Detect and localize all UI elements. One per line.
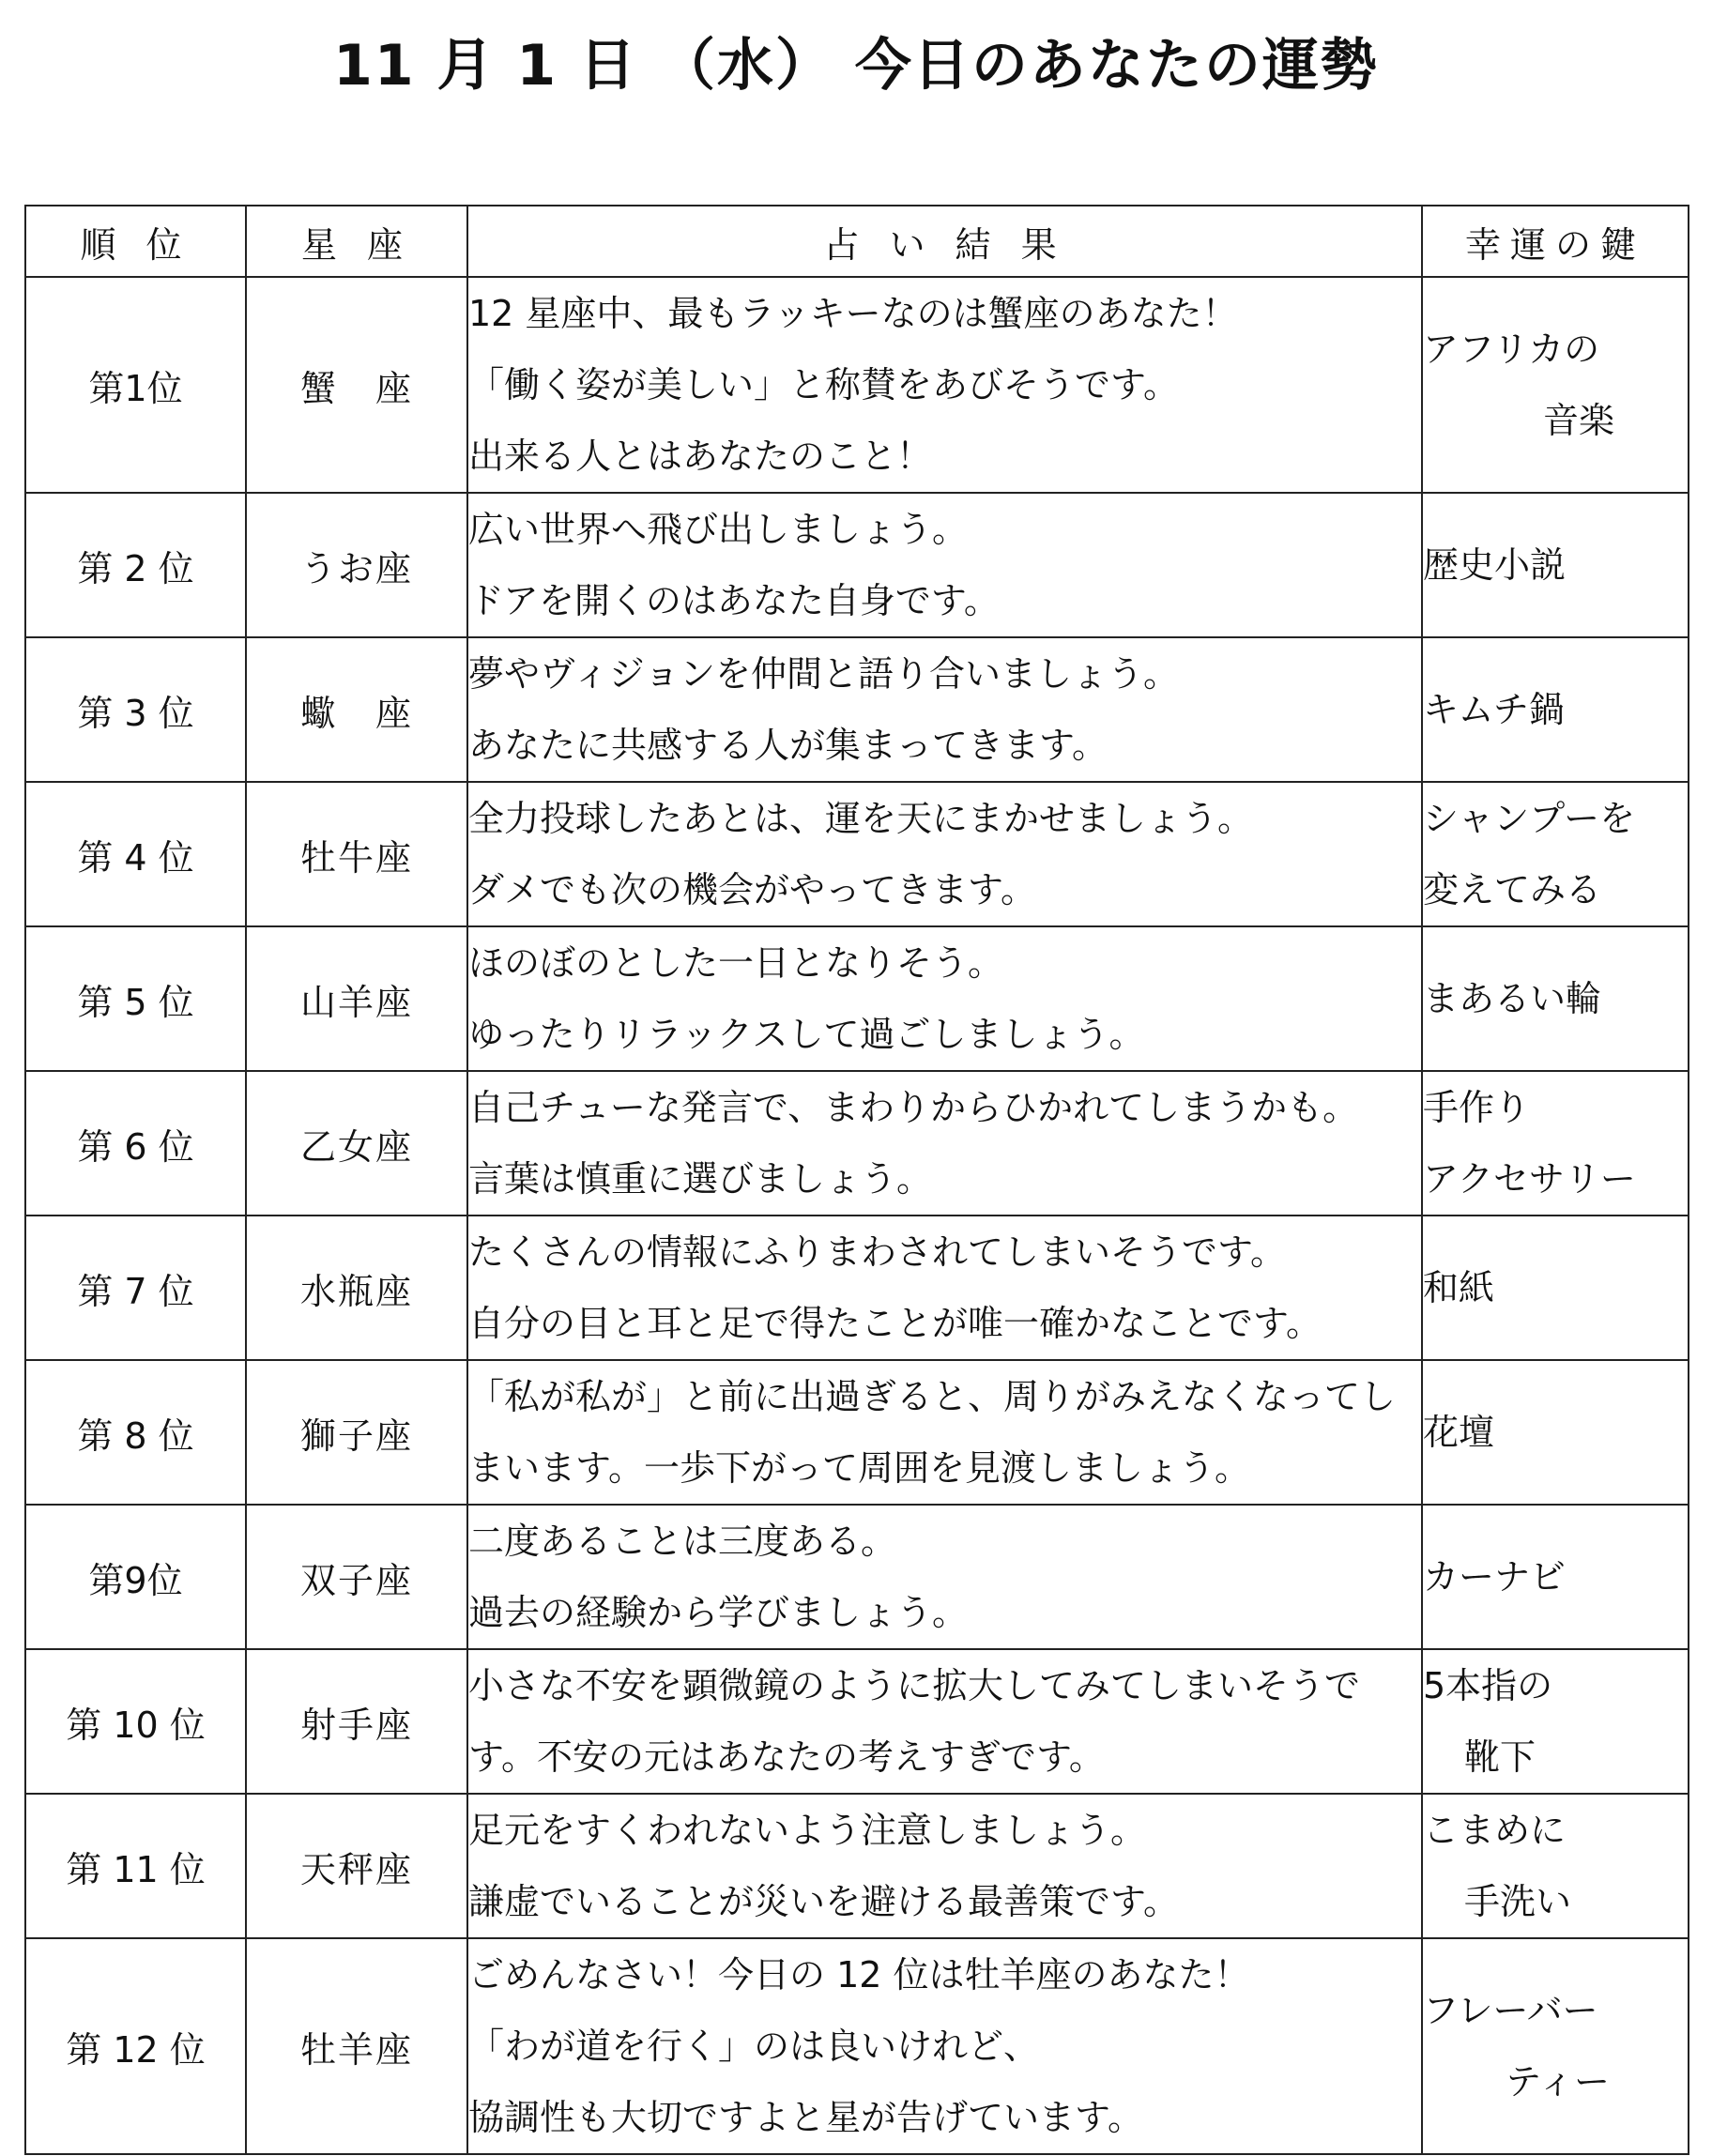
result-line: 広い世界へ飛び出しましょう。 [468,509,969,550]
luck-line: 歴史小説 [1423,544,1567,586]
sign-cell: 牡牛座 [246,782,467,926]
result-line: 小さな不安を顕微鏡のように拡大してみてしまいそうで [468,1665,1361,1706]
table-row [25,1649,1689,1794]
luck-line: 和紙 [1423,1267,1495,1308]
sign-cell: 山羊座 [246,926,467,1071]
table-row [25,1216,1689,1360]
result-cell [467,1360,1422,1505]
result-line: 謙虚でいることが災いを避ける最善策です。 [468,1881,1179,1922]
luck-line: 音楽 [1543,400,1615,441]
rank-cell: 第 7 位 [25,1216,246,1360]
result-line: 言葉は慎重に選びましょう。 [468,1158,933,1200]
luck-line: カーナビ [1423,1556,1567,1598]
result-line: 「働く姿が美しい」と称賛をあびそうです。 [468,364,1179,405]
luck-line: まあるい輪 [1423,978,1602,1019]
result-cell [467,926,1422,1071]
result-line: 自分の目と耳と足で得たことが唯一確かなことです。 [468,1303,1322,1344]
result-line: す。不安の元はあなたの考えすぎです。 [468,1736,1105,1778]
luck-line: キムチ鍋 [1423,689,1565,730]
luck-cell [1422,926,1689,1071]
luck-line: ティー [1506,2061,1610,2102]
result-line: 「私が私が」と前に出過ぎると、周りがみえなくなってし [468,1376,1397,1417]
table-row [25,493,1689,637]
sign-cell: 牡羊座 [246,1938,467,2154]
table-row [25,637,1689,782]
result-line: 12 星座中、最もラッキーなのは蟹座のあなた！ [468,293,1238,334]
sign-cell: 天秤座 [246,1794,467,1938]
luck-cell [1422,1360,1689,1505]
result-line: ごめんなさい！今日の 12 位は牡羊座のあなた！ [468,1954,1250,1995]
luck-cell [1422,277,1689,493]
luck-line: 5本指の [1423,1665,1553,1706]
header-luck: 幸運の鍵 [1422,206,1689,277]
rank-cell: 第 4 位 [25,782,246,926]
fortune-table [24,205,1689,2155]
rank-cell: 第 6 位 [25,1071,246,1216]
luck-line: アフリカの [1423,329,1600,370]
rank-cell: 第 10 位 [25,1649,246,1794]
result-line: 協調性も大切ですよと星が告げています。 [468,2097,1143,2138]
luck-cell [1422,1071,1689,1216]
result-cell [467,1505,1422,1649]
sign-cell: 水瓶座 [246,1216,467,1360]
luck-cell [1422,1938,1689,2154]
result-cell [467,1216,1422,1360]
result-line: ほのぼのとした一日となりそう。 [468,942,1004,984]
result-line: 過去の経験から学びましょう。 [468,1592,969,1633]
luck-line: 靴下 [1464,1736,1536,1778]
luck-cell [1422,1649,1689,1794]
result-line: 出来る人とはあなたのこと！ [468,436,933,477]
rank-cell: 第 5 位 [25,926,246,1071]
sign-cell: 蠍 座 [246,637,467,782]
result-line: 自己チューな発言で、まわりからひかれてしまうかも。 [468,1087,1359,1128]
result-line: ダメでも次の機会がやってきます。 [468,869,1036,910]
table-row [25,1938,1689,2154]
luck-line: フレーバー [1423,1990,1598,2031]
result-cell [467,1794,1422,1938]
table-row [25,926,1689,1071]
sign-cell: うお座 [246,493,467,637]
result-line: 二度あることは三度ある。 [468,1521,897,1562]
luck-line: 変えてみる [1423,869,1602,910]
luck-cell [1422,1794,1689,1938]
sign-cell: 射手座 [246,1649,467,1794]
rank-cell: 第1位 [25,277,246,493]
result-line: ゆったりリラックスして過ごしましょう。 [468,1014,1145,1055]
table-row [25,1505,1689,1649]
rank-cell: 第9位 [25,1505,246,1649]
result-line: 夢やヴィジョンを仲間と語り合いましょう。 [468,653,1179,695]
rank-cell: 第 3 位 [25,637,246,782]
luck-line: こまめに [1423,1810,1567,1851]
luck-line: シャンプーを [1423,798,1636,839]
result-cell [467,1649,1422,1794]
luck-cell [1422,637,1689,782]
luck-line: 手作り [1423,1087,1531,1128]
table-row [25,1794,1689,1938]
result-line: たくさんの情報にふりまわされてしまいそうです。 [468,1231,1286,1273]
header-row [25,206,1689,277]
page-title: 11 月 1 日 （水） 今日のあなたの運勢 [333,33,1379,99]
rank-cell: 第 12 位 [25,1938,246,2154]
sign-cell: 乙女座 [246,1071,467,1216]
result-cell [467,782,1422,926]
result-line: あなたに共感する人が集まってきます。 [468,725,1108,766]
result-cell [467,637,1422,782]
luck-cell [1422,782,1689,926]
rank-cell: 第 11 位 [25,1794,246,1938]
sign-cell: 双子座 [246,1505,467,1649]
sign-cell: 蟹 座 [246,277,467,493]
luck-line: 手洗い [1464,1881,1572,1922]
rank-cell: 第 2 位 [25,493,246,637]
header-rank: 順 位 [25,206,246,277]
result-cell [467,277,1422,493]
result-cell [467,1071,1422,1216]
result-line: 足元をすくわれないよう注意しましょう。 [468,1810,1147,1851]
result-line: 「わが道を行く」のは良いけれど、 [468,2026,1040,2067]
luck-line: 花壇 [1423,1412,1495,1453]
header-sign: 星 座 [246,206,467,277]
table-row [25,1360,1689,1505]
rank-cell: 第 8 位 [25,1360,246,1505]
luck-line: アクセサリー [1423,1158,1636,1200]
table-row [25,1071,1689,1216]
header-result: 占 い 結 果 [467,206,1422,277]
result-line: まいます。一歩下がって周囲を見渡しましょう。 [468,1447,1250,1489]
sign-cell: 獅子座 [246,1360,467,1505]
luck-cell [1422,493,1689,637]
table-row [25,277,1689,493]
result-line: ドアを開くのはあなた自身です。 [468,580,1000,621]
result-cell [467,493,1422,637]
luck-cell [1422,1505,1689,1649]
result-cell [467,1938,1422,2154]
table-row [25,782,1689,926]
result-line: 全力投球したあとは、運を天にまかせましょう。 [468,798,1254,839]
luck-cell [1422,1216,1689,1360]
